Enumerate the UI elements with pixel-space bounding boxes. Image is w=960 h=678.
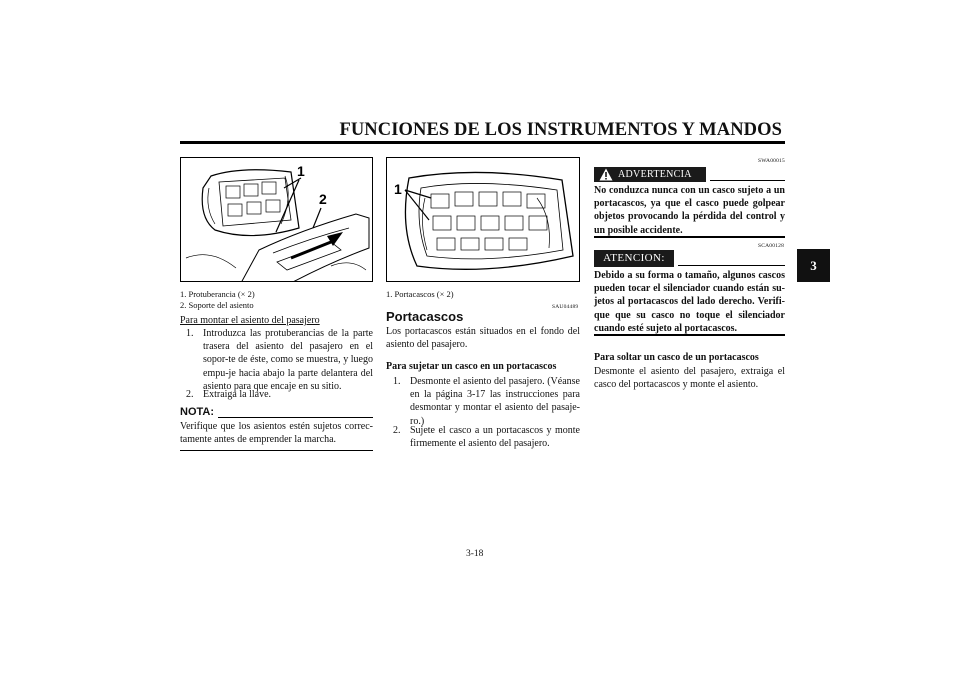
callout-2: 2: [319, 191, 327, 207]
chapter-tab: 3: [797, 249, 830, 282]
section-title: Portacascos: [386, 309, 464, 324]
step-text: Introduzca las protuberancias de la parte trasera del asiento del pasajero en el sopor-te de éste, como se muestra, y luego empu-je hacia abajo la parte delantera del asiento para que encaje en su sitio.: [203, 328, 373, 392]
subheading: Para soltar un casco de un portacascos: [594, 352, 759, 363]
warning-text: No conduzca nunca con un casco sujeto a un portacascos, ya que el casco puede golpear objetos provocando la pérdida del control y un posible accidente.: [594, 185, 785, 236]
seat-mounting-illustration: [180, 157, 373, 282]
figure-caption: 1. Portacascos (× 2): [386, 289, 454, 299]
warning-rule: [710, 180, 785, 181]
intro-text: Los portacascos están situados en el fondo del asiento del pasajero.: [386, 326, 580, 351]
step-number: 1.: [186, 328, 194, 339]
step-text: Desmonte el asiento del pasajero. (Véanse en la página 3-17 las instrucciones para desmontar y montar el asiento del pasaje-ro.): [410, 376, 580, 427]
step-number: 2.: [393, 425, 401, 436]
reference-code: SCA00128: [758, 243, 785, 249]
caution-rule: [678, 265, 785, 266]
note-rule: [218, 417, 373, 418]
figure-caption: 1. Protuberancia (× 2): [180, 289, 255, 299]
list-item: [186, 388, 373, 401]
helmet-holder-illustration: [386, 157, 580, 282]
list-item: [393, 375, 580, 428]
list-item: [186, 327, 373, 393]
page-title: FUNCIONES DE LOS INSTRUMENTOS Y MANDOS: [339, 120, 782, 140]
note-rule: [180, 450, 373, 451]
callout-1: 1: [297, 163, 305, 179]
header-rule: [180, 141, 785, 144]
subheading: Para sujetar un casco en un portacascos: [386, 361, 557, 372]
caution-badge: ATENCION:: [594, 250, 674, 267]
step-number: 2.: [186, 389, 194, 400]
note-label: NOTA:: [180, 406, 215, 418]
callout-1: 1: [394, 181, 402, 197]
step-text: Extraiga la llave.: [203, 389, 272, 400]
list-item: [393, 424, 580, 450]
reference-code: SAU04489: [552, 304, 579, 310]
reference-code: SWA00015: [758, 158, 785, 164]
note-text: Verifique que los asientos estén sujetos correc-tamente antes de emprender la marcha.: [180, 421, 373, 446]
step-number: 1.: [393, 376, 401, 387]
caution-text: Debido a su forma o tamaño, algunos cascos pueden tocar el silenciador cuando están su-jetos al portacascos del lado derecho. Verifi-que que su casco no toque el silenciador cuando esté sujeto al portacascos.: [594, 270, 785, 334]
step-text: Sujete el casco a un portacascos y monte firmemente el asiento del pasajero.: [410, 425, 580, 450]
page-number: 3-18: [466, 549, 484, 559]
figure-caption: 2. Soporte del asiento: [180, 300, 254, 310]
paragraph: Desmonte el asiento del pasajero, extraiga el casco del portacascos y monte el asiento.: [594, 366, 785, 391]
warning-rule: [594, 236, 785, 238]
caution-rule: [594, 334, 785, 336]
warning-badge: [594, 167, 706, 182]
warning-label: ADVERTENCIA: [618, 169, 692, 180]
subheading: Para montar el asiento del pasajero: [180, 315, 320, 326]
